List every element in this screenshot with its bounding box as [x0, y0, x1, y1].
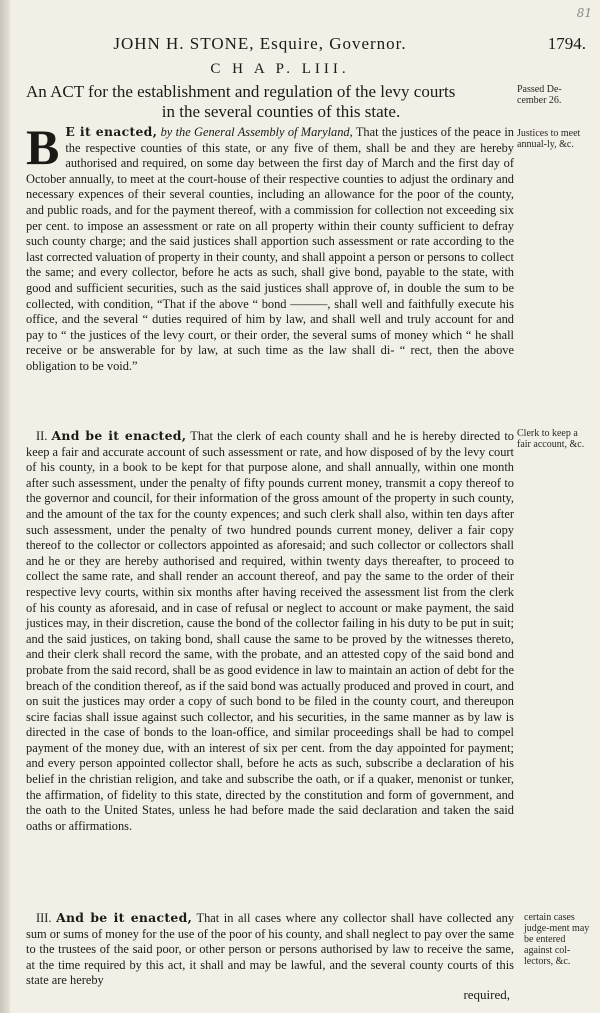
section-3-number: III.: [36, 911, 52, 925]
section-2-body: That the clerk of each county shall and he is hereby directed to keep a fair and accurate account of such assessment or rate, and how disposed of by the levy court of his county, in a book to be kept for that purpose alone, and shall annually, within one month after such assessment, under the penalty of fifty pounds current money, transmit a copy thereof to the governor and council, for their information of the gross amount of the property in such county, and the amount of the tax for the county expences; and such clerk shall also, within ten days after such assessment, under the penalty of two hundred pounds current money, deliver a fair copy thereof to the collector or collectors appointed as aforesaid; and such collector or collectors shall and he or they are hereby authorised and required, within twenty days thereafter, to proceed to collect the same rate, and shall render an account thereof, and pay the same to the order of their respective levy courts, within six months after having received the assessment list from the clerk of his county as aforesaid, and in case of refusal or neglect to account or make payment, the said justices may, in their discretion, cause the bond of the collector failing in his duty to be put in suit; and the said justices, on taking bond, shall cause the same to be proved by the witnesses thereto, and their clerk shall record the same, with the probate, and an attested copy of the said bond and probate from the said record, shall be as good evidence in law to maintain an action of debt for the breach of the condition thereof, as if the said bond was actually produced and proved in court, and on suit the justices may order a copy of such bond to be filed in the county court, and thereupon scire facias shall issue against such collector, and his securities, in the same manner as by law is directed in the case of bonds to the loan-office, and similar proceedings shall be had to compel payment of the money due, with an interest of six per cent. from the day appointed for payment; and every person appointed collector shall, before he acts as such, subscribe a declaration of his belief in the christian religion, and take and subscribe the oath, or if a quaker, menonist or tunker, the affirmation, of fidelity to this state, directed by the constitution and form of government, and the oath to the United States, unless he had before made the said declaration and taken the said oaths or affirmations.: [26, 429, 514, 833]
section-1-body: That the justices of the peace in the respective counties of this state, or any five of them, shall be and they are hereby authorised and required, on some day between the first day of March and the first day of October annually, to meet at the court-house of their respective counties to adjust the ordinary and necessary expences of their several counties, including an allowance for the poor of the county, and public roads, and for the payment thereof, with a commission for collection not exceeding six per cent. to impose an assessment or rate on all property within their county sufficient to defray such county charge; and the said justices shall apportion such assessment or rate according to the last corrected valuation of property in their county, and shall appoint a person or persons to collect the same; and every collector, before he acts as such, shall give bond, payable to the state, with good and sufficient securities, such as the said justices shall approve of, in double the sum to be collected, with condition, “That if the above “ bond ———, shall well and faithfully execute his office, and the several “ duties required of him by law, and shall well and truly account for and pay to “ the justices of the levy court, or their order, the several sums of money which “ he shall receive or be answerable for by law, at such time as the law shall di- “ rect, then the above obligation to be void.”: [26, 125, 514, 373]
section-2-enacting: And be it enacted,: [51, 428, 187, 443]
section-3-enacting: And be it enacted,: [56, 910, 193, 925]
margin-note-passed: Passed De-cember 26.: [517, 84, 562, 106]
drop-cap: B: [26, 119, 60, 175]
section-3-body: That in all cases where any collector shall have collected any sum or sums of money for the use of the poor of his county, and shall neglect to pay over the same to the trustees of the said poor, or other person or persons authorised by law to receive the same, at the time required by this act, it shall and may be lawful, and the several county courts of this state are hereby: [26, 911, 515, 988]
act-title-line2: in the several counties of this state.: [161, 102, 401, 121]
margin-note-clerk: Clerk to keep a fair account, &c.: [517, 428, 585, 450]
section-2: [26, 428, 514, 834]
act-title: [26, 82, 506, 122]
enacting-clause: E it enacted,: [65, 124, 158, 139]
act-title-line1: An ACT for the establishment and regulation of the levy courts: [26, 82, 456, 101]
page-edge: [0, 0, 10, 1013]
running-year: 1794.: [547, 34, 586, 53]
chapter-heading: C H A P. LIII.: [210, 61, 350, 77]
running-header: [0, 34, 600, 56]
section-2-number: II.: [36, 429, 48, 443]
page-corner-mark: 81: [576, 6, 592, 20]
running-title: JOHN H. STONE, Esquire, Governor.: [113, 34, 407, 53]
section-3: [26, 910, 514, 989]
catchword: required,: [463, 987, 510, 1002]
margin-note-collectors: certain cases judge-ment may be entered against col-lectors, &c.: [524, 912, 590, 967]
enacting-authority: by the General Assembly of Maryland,: [160, 125, 353, 139]
section-1: [26, 119, 514, 375]
margin-note-justices: Justices to meet annual-ly, &c.: [517, 128, 581, 150]
